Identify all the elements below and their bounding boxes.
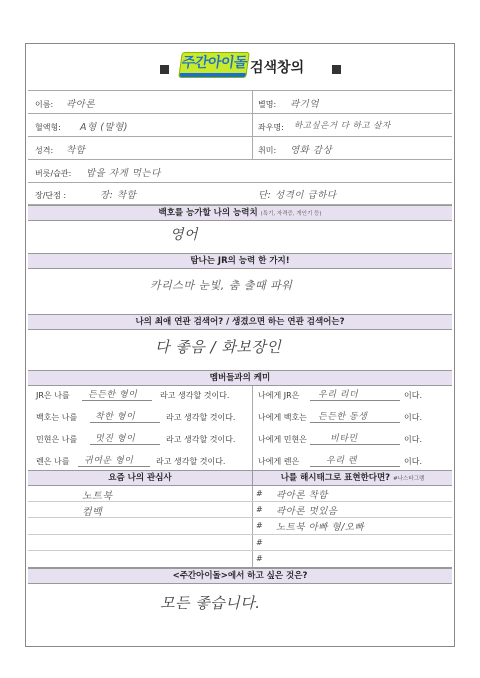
interest-item [28, 518, 252, 535]
section-interest-header: 요즘 나의 관심사 [28, 470, 252, 486]
section-wish-header: <주간아이돌>에서 하고 싶은 것은? [28, 568, 452, 584]
name-value: 곽아론 [66, 99, 96, 110]
interest-item [28, 551, 252, 568]
row-name [28, 90, 452, 114]
section-chemi-header: 멤버들과의 케미 [28, 370, 452, 386]
personality-value: 착함 [66, 145, 86, 156]
nickname-value: 곽기엌 [290, 99, 320, 110]
row-blood [28, 114, 452, 137]
form-title: 검색창의 [250, 60, 305, 76]
ability-answer: 영어 [170, 227, 199, 243]
hobby-value: 영화 감상 [290, 145, 333, 156]
interest-item: 컴백 [28, 502, 252, 518]
hashtag-item: # [252, 551, 452, 568]
motto-label: 좌우명: [258, 123, 284, 132]
search-answer: 다 좋음 / 화보장인 [155, 338, 282, 356]
row-habit [28, 160, 452, 183]
blood-label: 혈액형: [35, 123, 61, 132]
motto-value: 하고싶은거 다 하고 살자 [294, 121, 391, 131]
weekly-idol-logo: 주간아이돌 [178, 52, 250, 78]
interest-item [28, 535, 252, 551]
section-jr-ability-header: 탐나는 JR의 능력 한 가지! [28, 253, 452, 269]
wish-answer: 모든 좋습니다. [160, 594, 261, 612]
jr-ability-answer: 카리스마 눈빛, 춤 출때 파워 [150, 279, 293, 292]
interest-item: 노트북 [28, 486, 252, 502]
hashtag-item: # 노트북 아빠 형/오빠 [252, 518, 452, 535]
habit-value: 밥을 자게 먹는다 [86, 168, 161, 179]
section-ability-header: 백호를 능가할 나의 능력치 (특기, 자격증, 개인기 등) [28, 205, 452, 221]
strength-value: 장: 착함 [100, 190, 137, 201]
section-hashtag-header: 나를 해시태그로 표현한다면? #나스타그램 [252, 470, 452, 486]
row-strength [28, 183, 452, 205]
hashtag-item: # 곽아론 착함 [252, 486, 452, 502]
weakness-value: 단: 성격이 급하다 [258, 190, 337, 201]
blood-value: A형 (말형) [80, 122, 128, 133]
nickname-label: 별명: [258, 100, 277, 109]
form-header [150, 50, 350, 78]
habit-label: 버릇/습관: [35, 169, 72, 178]
section-search-header: 나의 최애 연관 검색어? / 생겼으면 하는 연관 검색어는? [28, 314, 452, 330]
name-label: 이름: [35, 100, 54, 109]
strength-label: 장/단점 : [35, 191, 67, 200]
hashtag-item: # 곽아론 멋있음 [252, 502, 452, 518]
square-bullet-icon [332, 65, 341, 74]
personality-label: 성격: [35, 146, 54, 155]
row-personality [28, 137, 452, 160]
hobby-label: 취미: [258, 146, 277, 155]
hashtag-item: # [252, 535, 452, 551]
square-bullet-icon [160, 65, 169, 74]
